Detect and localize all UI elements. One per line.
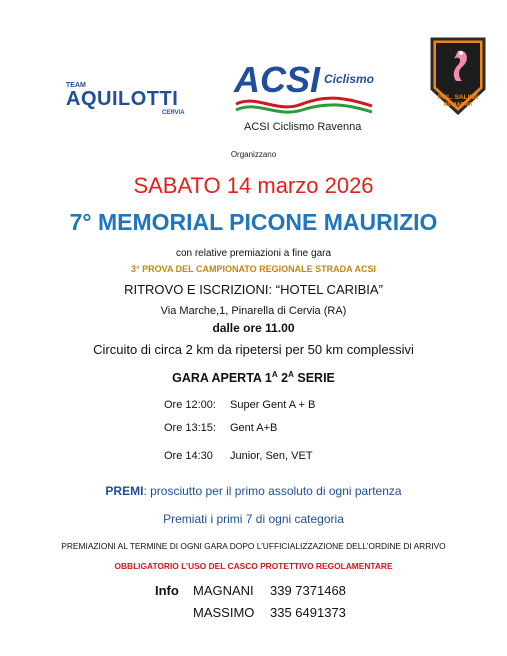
contact-name: MAGNANI (193, 583, 254, 598)
contact-phone: 335 6491373 (270, 605, 346, 620)
prizes-label: PREMI (105, 484, 144, 498)
premiazioni-note: con relative premiazioni a fine gara (175, 248, 332, 259)
schedule-time: Ore 12:00: (164, 399, 216, 411)
helmet-warning: OBBLIGATORIO L’USO DEL CASCO PROTETTIVO REGOLAMENTARE (114, 561, 393, 571)
logo-city-text: CERVIA (162, 110, 185, 116)
schedule-row (164, 422, 384, 438)
awards-note: PREMIAZIONI AL TERMINE DI OGNI GARA DOPO L’UFFICIALIZZAZIONE DELL’ORDINE DI ARRIVO (61, 541, 446, 551)
address: Via Marche,1, Pinarella di Cervia (RA) (160, 305, 347, 317)
prizes-text: : prosciutto per il primo assoluto di ogni partenza (143, 484, 402, 498)
gara-sup-2: A (288, 370, 294, 379)
race-category-heading (0, 370, 507, 385)
info-label: Info (155, 583, 179, 598)
awarded-line: Premiati i primi 7 di ogni categoria (163, 512, 344, 526)
gara-mid: 2 (277, 371, 289, 386)
championship-round: 3° PROVA DEL CAMPIONATO REGIONALE STRADA ACSI (131, 264, 376, 274)
contact-phone: 339 7371468 (270, 583, 346, 598)
acsi-mark-icon (232, 58, 382, 116)
organizer-name: ACSI Ciclismo Ravenna (244, 121, 362, 133)
prizes-line (0, 484, 507, 498)
schedule-category: Junior, Sen, VET (230, 450, 313, 462)
contact-name: MASSIMO (193, 605, 255, 620)
event-title: 7° MEMORIAL PICONE MAURIZIO (69, 209, 438, 235)
schedule-time: Ore 14:30 (164, 450, 213, 462)
saline-text-icon (428, 89, 488, 113)
event-date: SABATO 14 marzo 2026 (133, 173, 374, 198)
schedule-row (164, 450, 384, 466)
gara-sup-1: A (271, 370, 278, 379)
acsi-ciclismo-text: Ciclismo (324, 72, 375, 86)
acsi-logo (232, 58, 382, 116)
schedule-row (164, 399, 384, 415)
aquilotti-logo (66, 80, 186, 116)
gara-end: SERIE (293, 371, 335, 386)
saline-logo (428, 37, 488, 115)
schedule-time: Ore 13:15: (164, 422, 216, 434)
circuit-info: Circuito di circa 2 km da ripetersi per 50 km complessivi (93, 342, 414, 357)
acsi-mark-text: ACSI (234, 59, 321, 100)
svg-text:ROMAGNA: ROMAGNA (443, 102, 473, 108)
logo-name-text: AQUILOTTI (66, 88, 179, 110)
meeting-point: RITROVO E ISCRIZIONI: “HOTEL CARIBIA” (124, 282, 383, 297)
start-time: dalle ore 11.00 (212, 321, 295, 335)
schedule-category: Super Gent A + B (230, 399, 316, 411)
gara-label: GARA APERTA 1 (172, 371, 272, 386)
svg-text:POL. SALINE: POL. SALINE (437, 94, 479, 101)
schedule-category: Gent A+B (230, 422, 278, 434)
organizzano-label: Organizzano (230, 150, 277, 159)
logo-team-text: TEAM (66, 82, 86, 89)
